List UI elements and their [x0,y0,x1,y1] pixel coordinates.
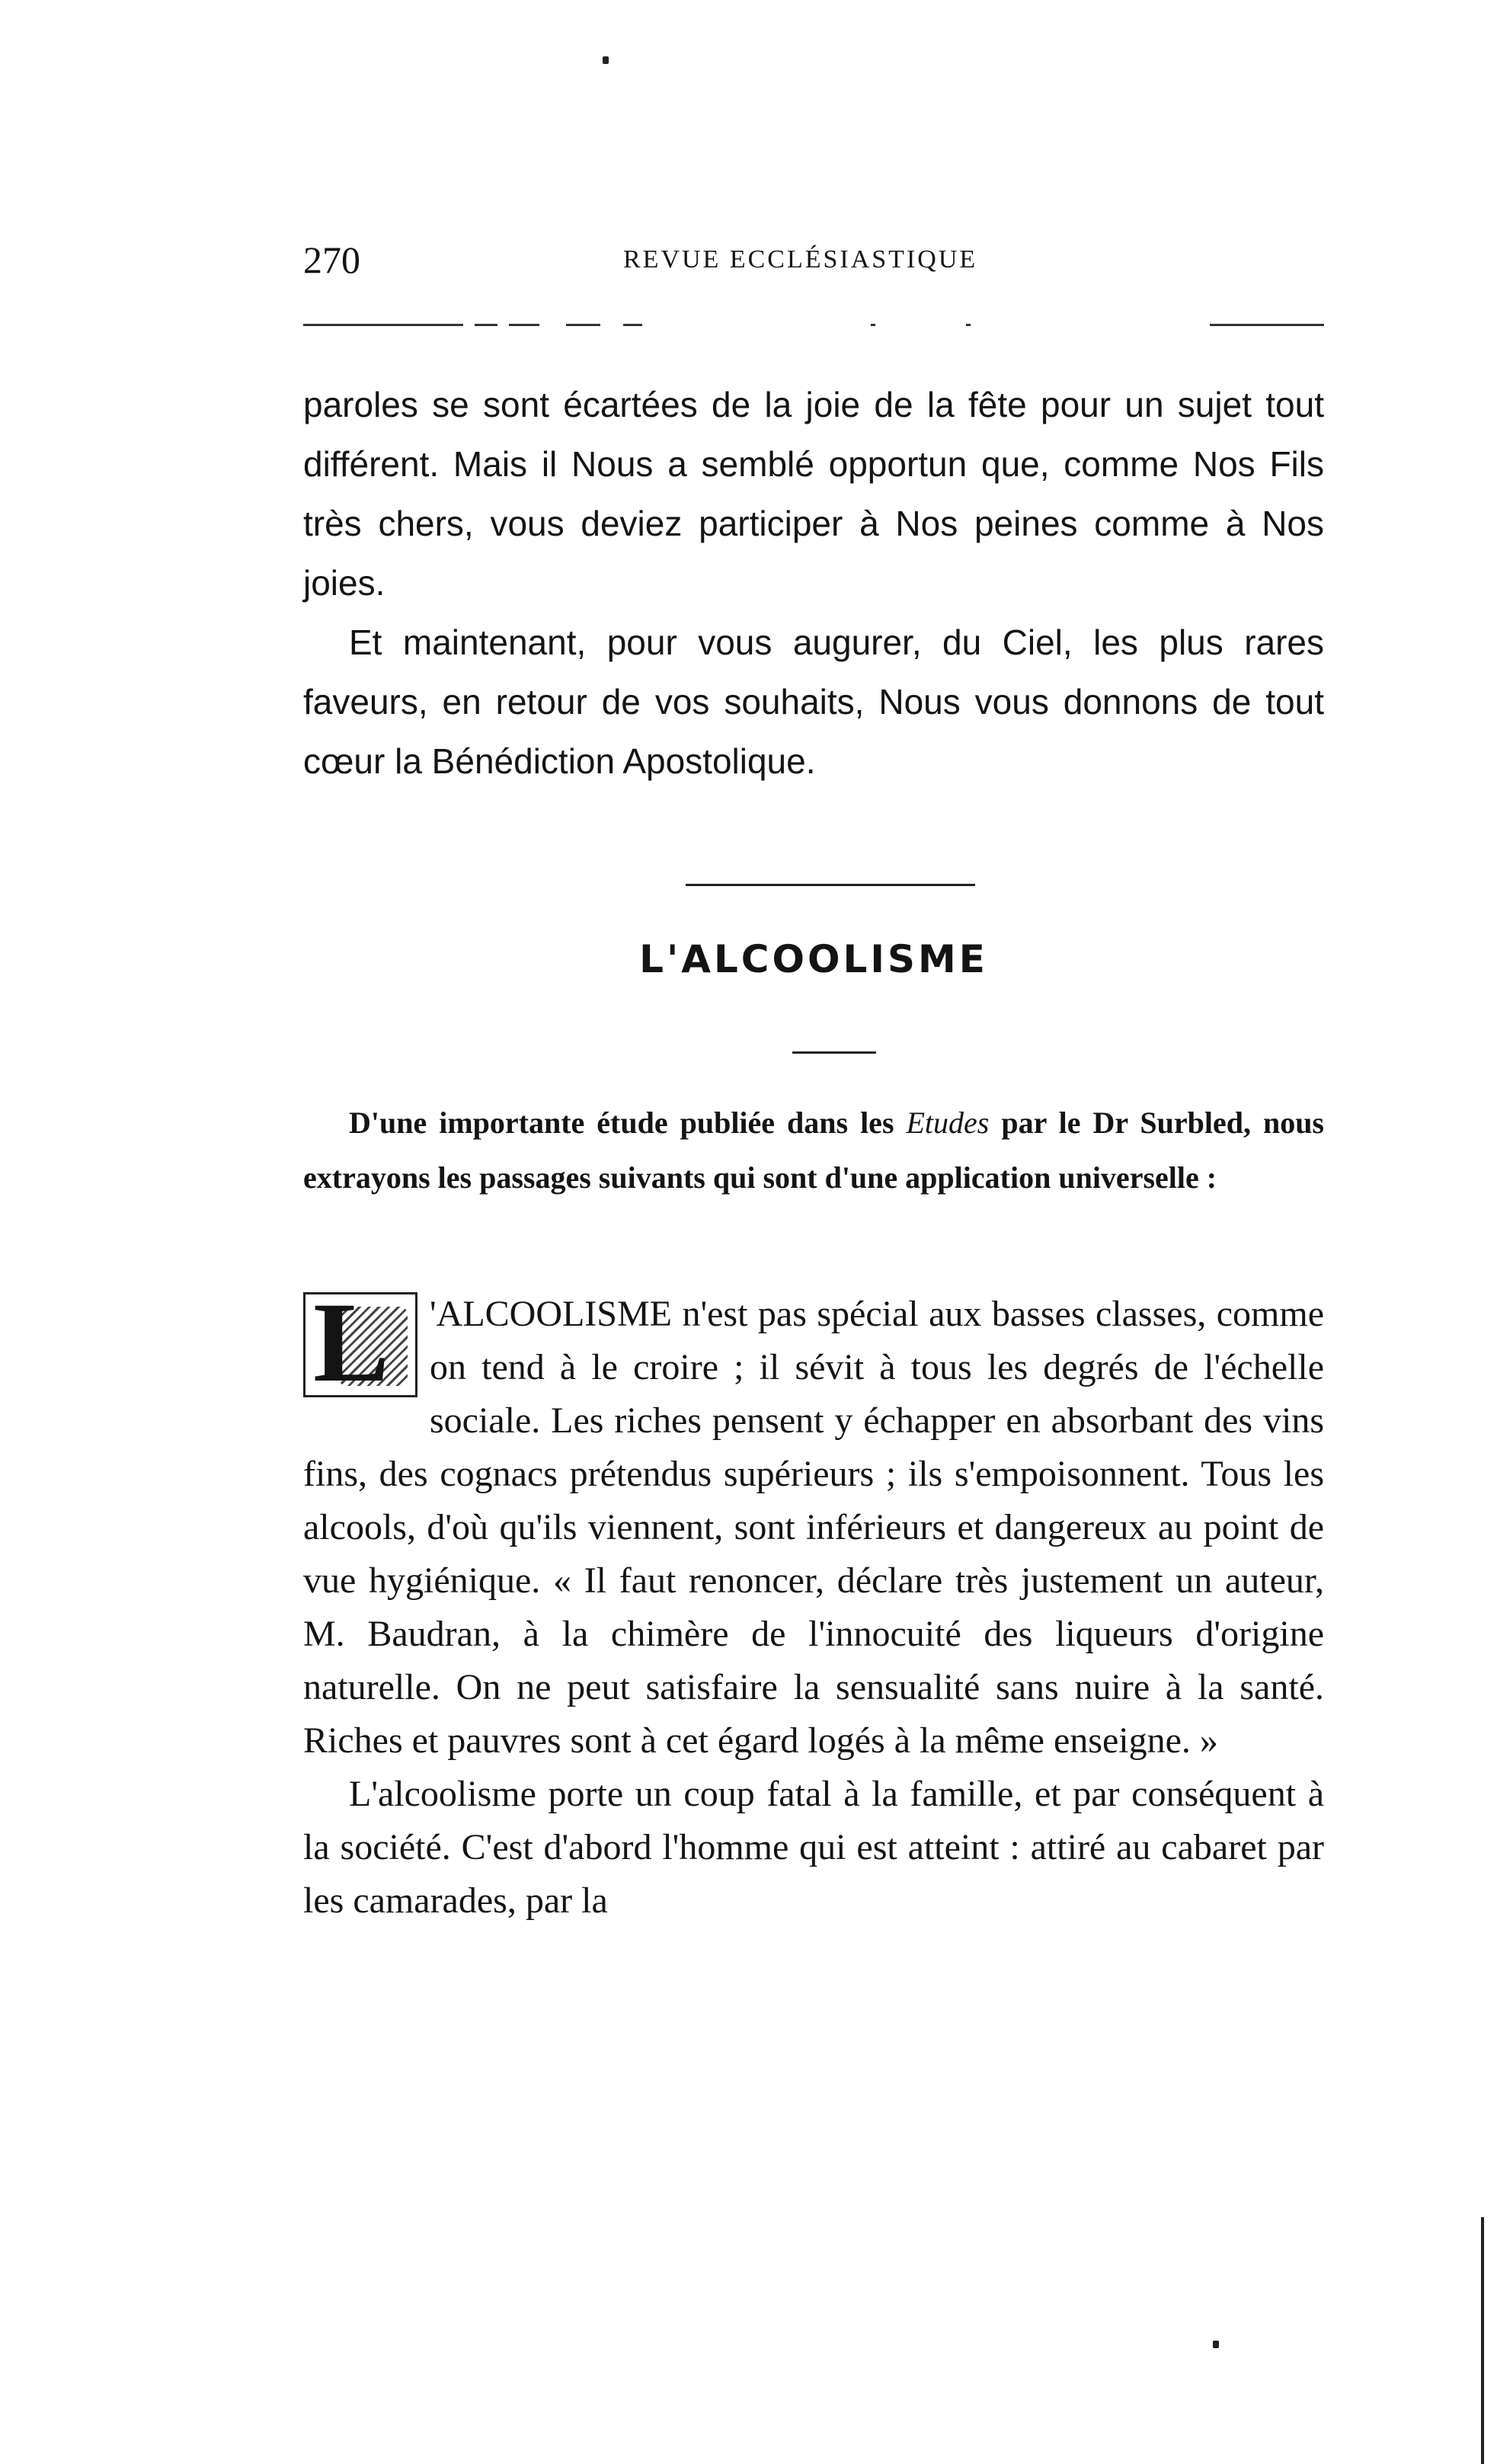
page-number: 270 [303,238,360,281]
article-body [303,1279,1324,1928]
intro-text: par le Dr Surbled, nous extrayons les passages suivants qui sont d'une application universelle : [303,1106,1325,1195]
page-header [303,238,1324,291]
dropcap-letter: L [313,1279,390,1406]
section-title: L'ALCOOLISME [639,937,988,981]
title-rule [792,1051,876,1054]
intro-text: D'une importante étude publiée dans les [349,1106,907,1140]
article-paragraph: L'alcoolisme porte un coup fatal à la famille, et par conséquent à la société. C'est d'abord l'homme qui est atteint : attiré au cabaret par les camarades, par la [303,1774,1324,1921]
letter-paragraph: Et maintenant, pour vous augurer, du Ciel, les plus rares faveurs, en retour de vos souhaits, Nous vous donnons de tout cœur la Bénédiction Apostolique. [303,622,1324,781]
header-rule [303,324,1324,328]
article-paragraph [303,1279,1324,1768]
article-text: 'ALCOOLISME n'est pas spécial aux basses classes, comme on tend à le croire ; il sévit à tous les degrés de l'échelle sociale. Les riches pensent y échapper en absorbant des vins fins, des cognacs prétendus supérieurs ; ils s'empoisonnent. Tous les alcools, d'où qu'ils viennent, sont inférieurs et dangereux au point de vue hygiénique. « Il faut renoncer, déclare très justement un auteur, M. Baudran, à la chimère de l'innocuité des liqueurs d'origine naturelle. On ne peut satisfaire la sensualité sans nuire à la santé. Riches et pauvres sont à cet égard logés à la même enseigne. » [303,1294,1324,1761]
scan-speck-bottom [1213,2341,1219,2348]
intro-note [303,1096,1324,1205]
section-separator [686,884,975,886]
journal-title: Etudes [906,1106,990,1140]
scan-edge-bar [1481,2217,1484,2464]
letter-end-block [303,375,1324,791]
scan-speck-top [603,56,609,64]
letter-paragraph: paroles se sont écartées de la joie de la fête pour un sujet tout différent. Mais il Nous a semblé opportun que, comme Nos Fils très chers, vous deviez participer à Nos peines comme à Nos joies. [303,385,1324,603]
dropcap-ornament [303,1279,417,1406]
running-title: REVUE ECCLÉSIASTIQUE [623,245,978,274]
